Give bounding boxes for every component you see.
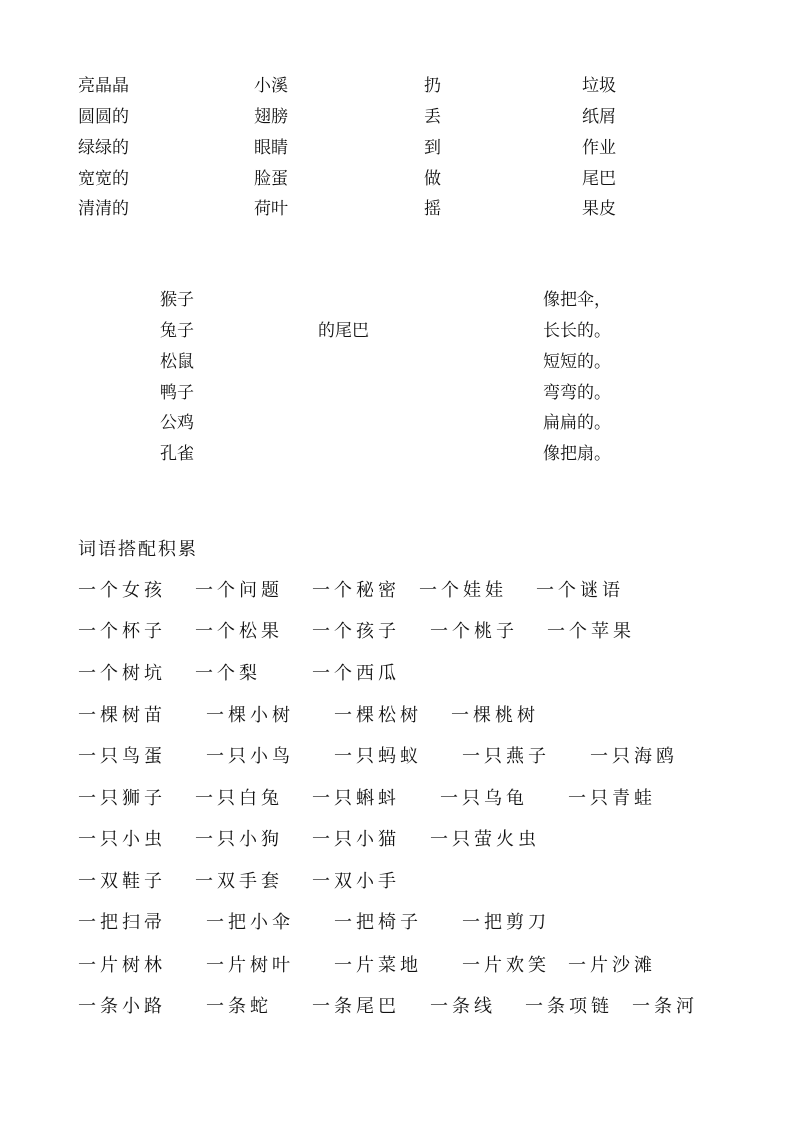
phrase: 一只狮子 bbox=[78, 788, 166, 809]
phrase: 一只小狗 bbox=[195, 829, 283, 850]
match2-animal: 孔雀 bbox=[160, 444, 194, 464]
match1-col1-item: 宽宽的 bbox=[78, 169, 129, 189]
phrase: 一双小手 bbox=[312, 871, 400, 892]
phrase: 一条蛇 bbox=[206, 996, 272, 1017]
phrase: 一只白兔 bbox=[195, 788, 283, 809]
phrase: 一片树林 bbox=[78, 955, 166, 976]
phrase: 一片菜地 bbox=[334, 955, 422, 976]
match1-col3-item: 摇 bbox=[424, 199, 441, 219]
phrase: 一只青蛙 bbox=[568, 788, 656, 809]
phrase: 一只鸟蛋 bbox=[78, 746, 166, 767]
phrase: 一把剪刀 bbox=[462, 912, 550, 933]
match1-col4-item: 果皮 bbox=[582, 199, 616, 219]
phrase: 一片欢笑 bbox=[462, 955, 550, 976]
phrase: 一个谜语 bbox=[536, 580, 624, 601]
match2-description: 弯弯的。 bbox=[543, 383, 611, 403]
phrase: 一个桃子 bbox=[430, 621, 518, 642]
match2-animal: 兔子 bbox=[160, 321, 194, 341]
phrase: 一双鞋子 bbox=[78, 871, 166, 892]
match2-middle-label: 的尾巴 bbox=[318, 321, 369, 341]
match1-col3-item: 丢 bbox=[424, 107, 441, 127]
phrase: 一片沙滩 bbox=[568, 955, 656, 976]
match1-col3-item: 扔 bbox=[424, 76, 441, 96]
match1-col1-item: 圆圆的 bbox=[78, 107, 129, 127]
phrase: 一条线 bbox=[430, 996, 496, 1017]
match2-description: 短短的。 bbox=[543, 352, 611, 372]
phrase: 一只乌龟 bbox=[440, 788, 528, 809]
phrase: 一棵松树 bbox=[334, 705, 422, 726]
phrase: 一只小鸟 bbox=[206, 746, 294, 767]
phrase: 一只小猫 bbox=[312, 829, 400, 850]
phrase: 一只蚂蚁 bbox=[334, 746, 422, 767]
phrase: 一把扫帚 bbox=[78, 912, 166, 933]
phrase: 一个秘密 bbox=[312, 580, 400, 601]
phrase: 一只小虫 bbox=[78, 829, 166, 850]
phrase: 一把小伞 bbox=[206, 912, 294, 933]
phrase: 一棵桃树 bbox=[451, 705, 539, 726]
match1-col4-item: 纸屑 bbox=[582, 107, 616, 127]
phrase: 一双手套 bbox=[195, 871, 283, 892]
match1-col2-item: 脸蛋 bbox=[254, 169, 288, 189]
phrase: 一个孩子 bbox=[312, 621, 400, 642]
match1-col2-item: 眼睛 bbox=[254, 138, 288, 158]
section-title: 词语搭配积累 bbox=[78, 539, 198, 560]
match2-animal: 松鼠 bbox=[160, 352, 194, 372]
phrase: 一把椅子 bbox=[334, 912, 422, 933]
phrase: 一个松果 bbox=[195, 621, 283, 642]
match2-animal: 鸭子 bbox=[160, 383, 194, 403]
match1-col3-item: 做 bbox=[424, 169, 441, 189]
phrase: 一条项链 bbox=[525, 996, 613, 1017]
match1-col2-item: 小溪 bbox=[254, 76, 288, 96]
phrase: 一个女孩 bbox=[78, 580, 166, 601]
match1-col3-item: 到 bbox=[424, 138, 441, 158]
match1-col2-item: 翅膀 bbox=[254, 107, 288, 127]
phrase: 一只燕子 bbox=[462, 746, 550, 767]
phrase: 一个杯子 bbox=[78, 621, 166, 642]
match2-description: 扁扁的。 bbox=[543, 413, 611, 433]
phrase: 一只海鸥 bbox=[590, 746, 678, 767]
match1-col4-item: 垃圾 bbox=[582, 76, 616, 96]
match2-description: 像把扇。 bbox=[543, 444, 611, 464]
match2-animal: 猴子 bbox=[160, 290, 194, 310]
phrase: 一个问题 bbox=[195, 580, 283, 601]
match1-col1-item: 清清的 bbox=[78, 199, 129, 219]
phrase: 一只萤火虫 bbox=[430, 829, 540, 850]
match2-animal: 公鸡 bbox=[160, 413, 194, 433]
phrase: 一个娃娃 bbox=[419, 580, 507, 601]
match2-description: 像把伞， bbox=[543, 290, 611, 310]
match1-col1-item: 绿绿的 bbox=[78, 138, 129, 158]
match1-col2-item: 荷叶 bbox=[254, 199, 288, 219]
phrase: 一片树叶 bbox=[206, 955, 294, 976]
phrase: 一个西瓜 bbox=[312, 663, 400, 684]
match1-col4-item: 尾巴 bbox=[582, 169, 616, 189]
match1-col4-item: 作业 bbox=[582, 138, 616, 158]
phrase: 一条河 bbox=[632, 996, 698, 1017]
phrase: 一条小路 bbox=[78, 996, 166, 1017]
phrase: 一棵小树 bbox=[206, 705, 294, 726]
phrase: 一个苹果 bbox=[547, 621, 635, 642]
phrase: 一个梨 bbox=[195, 663, 261, 684]
phrase: 一只蝌蚪 bbox=[312, 788, 400, 809]
match1-col1-item: 亮晶晶 bbox=[78, 76, 129, 96]
phrase: 一棵树苗 bbox=[78, 705, 166, 726]
phrase: 一条尾巴 bbox=[312, 996, 400, 1017]
phrase: 一个树坑 bbox=[78, 663, 166, 684]
match2-description: 长长的。 bbox=[543, 321, 611, 341]
